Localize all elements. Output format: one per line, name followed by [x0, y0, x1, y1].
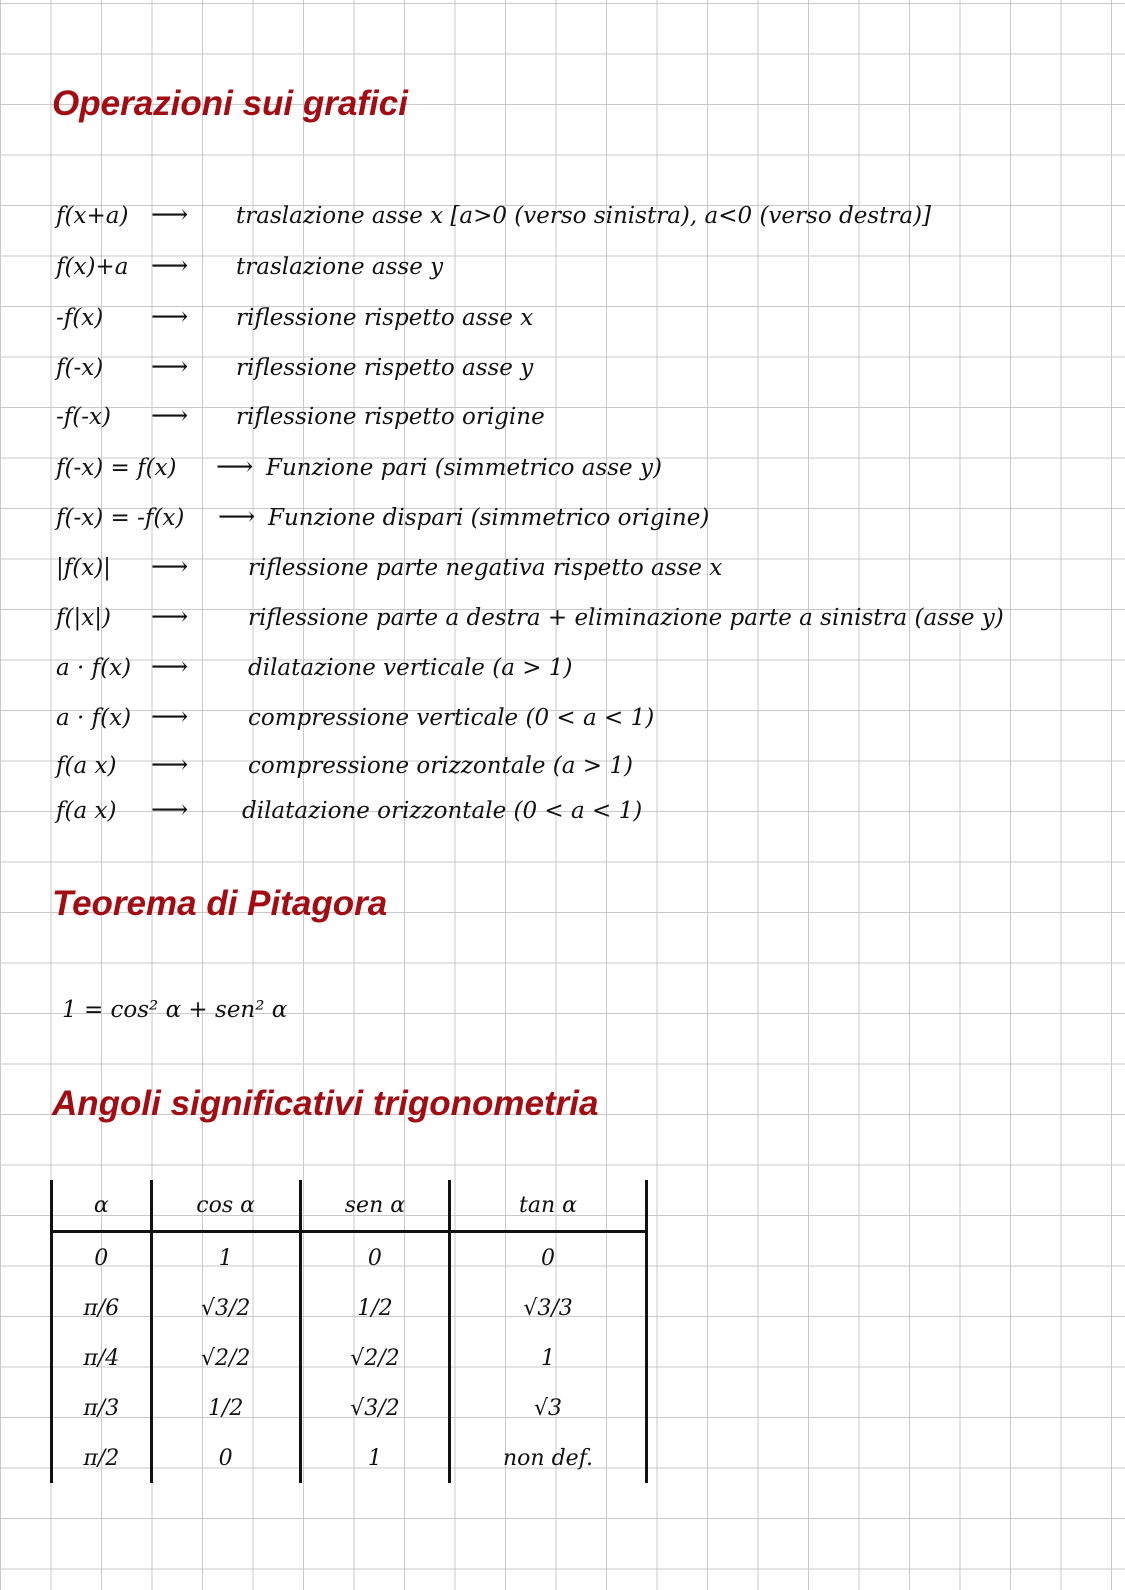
cell-tan: √3/3 [450, 1283, 647, 1333]
arrow-icon: ⟶ [151, 795, 189, 825]
arrow-icon: ⟶ [218, 502, 256, 532]
rule-expression: f(a x) [56, 798, 117, 824]
rule-description: dilatazione verticale (a > 1) [248, 655, 573, 681]
heading-graph-operations: Operazioni sui grafici [52, 84, 408, 123]
arrow-icon: ⟶ [151, 302, 189, 332]
cell-cos: 1 [151, 1232, 300, 1284]
heading-pythagoras: Teorema di Pitagora [52, 884, 388, 923]
rule-description: riflessione parte a destra + eliminazione parte a sinistra (asse y) [248, 605, 1004, 631]
cell-angle: π/6 [52, 1283, 152, 1333]
cell-tan: non def. [450, 1433, 647, 1483]
cell-angle: π/3 [52, 1383, 152, 1433]
table-header-row [52, 1180, 647, 1232]
cell-tan: 0 [450, 1232, 647, 1284]
arrow-icon: ⟶ [151, 652, 189, 682]
table-row [52, 1232, 647, 1284]
rule-description: Funzione pari (simmetrico asse y) [266, 455, 662, 481]
arrow-icon: ⟶ [151, 251, 189, 281]
cell-sen: √2/2 [300, 1333, 449, 1383]
table-row [52, 1433, 647, 1483]
arrow-icon: ⟶ [151, 702, 189, 732]
rule-expression: f(-x) = -f(x) [56, 505, 185, 531]
rule-expression: |f(x)| [56, 555, 111, 581]
header-tan: tan α [450, 1180, 647, 1232]
rule-description: dilatazione orizzontale (0 < a < 1) [242, 798, 643, 824]
cell-sen: √3/2 [300, 1383, 449, 1433]
cell-cos: 0 [151, 1433, 300, 1483]
rule-expression: a · f(x) [56, 705, 132, 731]
cell-tan: √3 [450, 1383, 647, 1433]
table-row [52, 1383, 647, 1433]
arrow-icon: ⟶ [151, 200, 189, 230]
rule-expression: f(a x) [56, 753, 117, 779]
cell-angle: π/4 [52, 1333, 152, 1383]
rule-expression: -f(x) [56, 305, 104, 331]
rule-expression: f(-x) [56, 355, 104, 381]
cell-angle: π/2 [52, 1433, 152, 1483]
rule-description: compressione orizzontale (a > 1) [248, 753, 633, 779]
rule-expression: f(|x|) [56, 605, 111, 631]
rule-description: riflessione parte negativa rispetto asse x [248, 555, 723, 581]
arrow-icon: ⟶ [151, 401, 189, 431]
cell-sen: 1 [300, 1433, 449, 1483]
arrow-icon: ⟶ [151, 552, 189, 582]
rule-expression: a · f(x) [56, 655, 132, 681]
rule-description: riflessione rispetto origine [236, 404, 545, 430]
cell-sen: 1/2 [300, 1283, 449, 1333]
arrow-icon: ⟶ [151, 602, 189, 632]
heading-angles: Angoli significativi trigonometria [52, 1084, 599, 1123]
rule-expression: f(x)+a [56, 254, 129, 280]
cell-angle: 0 [52, 1232, 152, 1284]
rule-description: Funzione dispari (simmetrico origine) [268, 505, 710, 531]
cell-cos: √2/2 [151, 1333, 300, 1383]
table-row [52, 1333, 647, 1383]
cell-tan: 1 [450, 1333, 647, 1383]
pythagoras-formula: 1 = cos² α + sen² α [62, 997, 288, 1023]
rule-description: traslazione asse y [236, 254, 444, 280]
rule-description: riflessione rispetto asse x [236, 305, 534, 331]
arrow-icon: ⟶ [216, 452, 254, 482]
cell-sen: 0 [300, 1232, 449, 1284]
cell-cos: 1/2 [151, 1383, 300, 1433]
rule-expression: -f(-x) [56, 404, 111, 430]
trig-angles-table [50, 1180, 648, 1483]
cell-cos: √3/2 [151, 1283, 300, 1333]
rule-expression: f(x+a) [56, 203, 129, 229]
rule-description: compressione verticale (0 < a < 1) [248, 705, 655, 731]
arrow-icon: ⟶ [151, 750, 189, 780]
arrow-icon: ⟶ [151, 352, 189, 382]
rule-description: traslazione asse x [a>0 (verso sinistra), a<0 (verso destra)] [236, 203, 932, 229]
header-sen: sen α [300, 1180, 449, 1232]
table-row [52, 1283, 647, 1333]
header-alpha: α [52, 1180, 152, 1232]
rule-expression: f(-x) = f(x) [56, 455, 177, 481]
header-cos: cos α [151, 1180, 300, 1232]
rule-description: riflessione rispetto asse y [236, 355, 534, 381]
